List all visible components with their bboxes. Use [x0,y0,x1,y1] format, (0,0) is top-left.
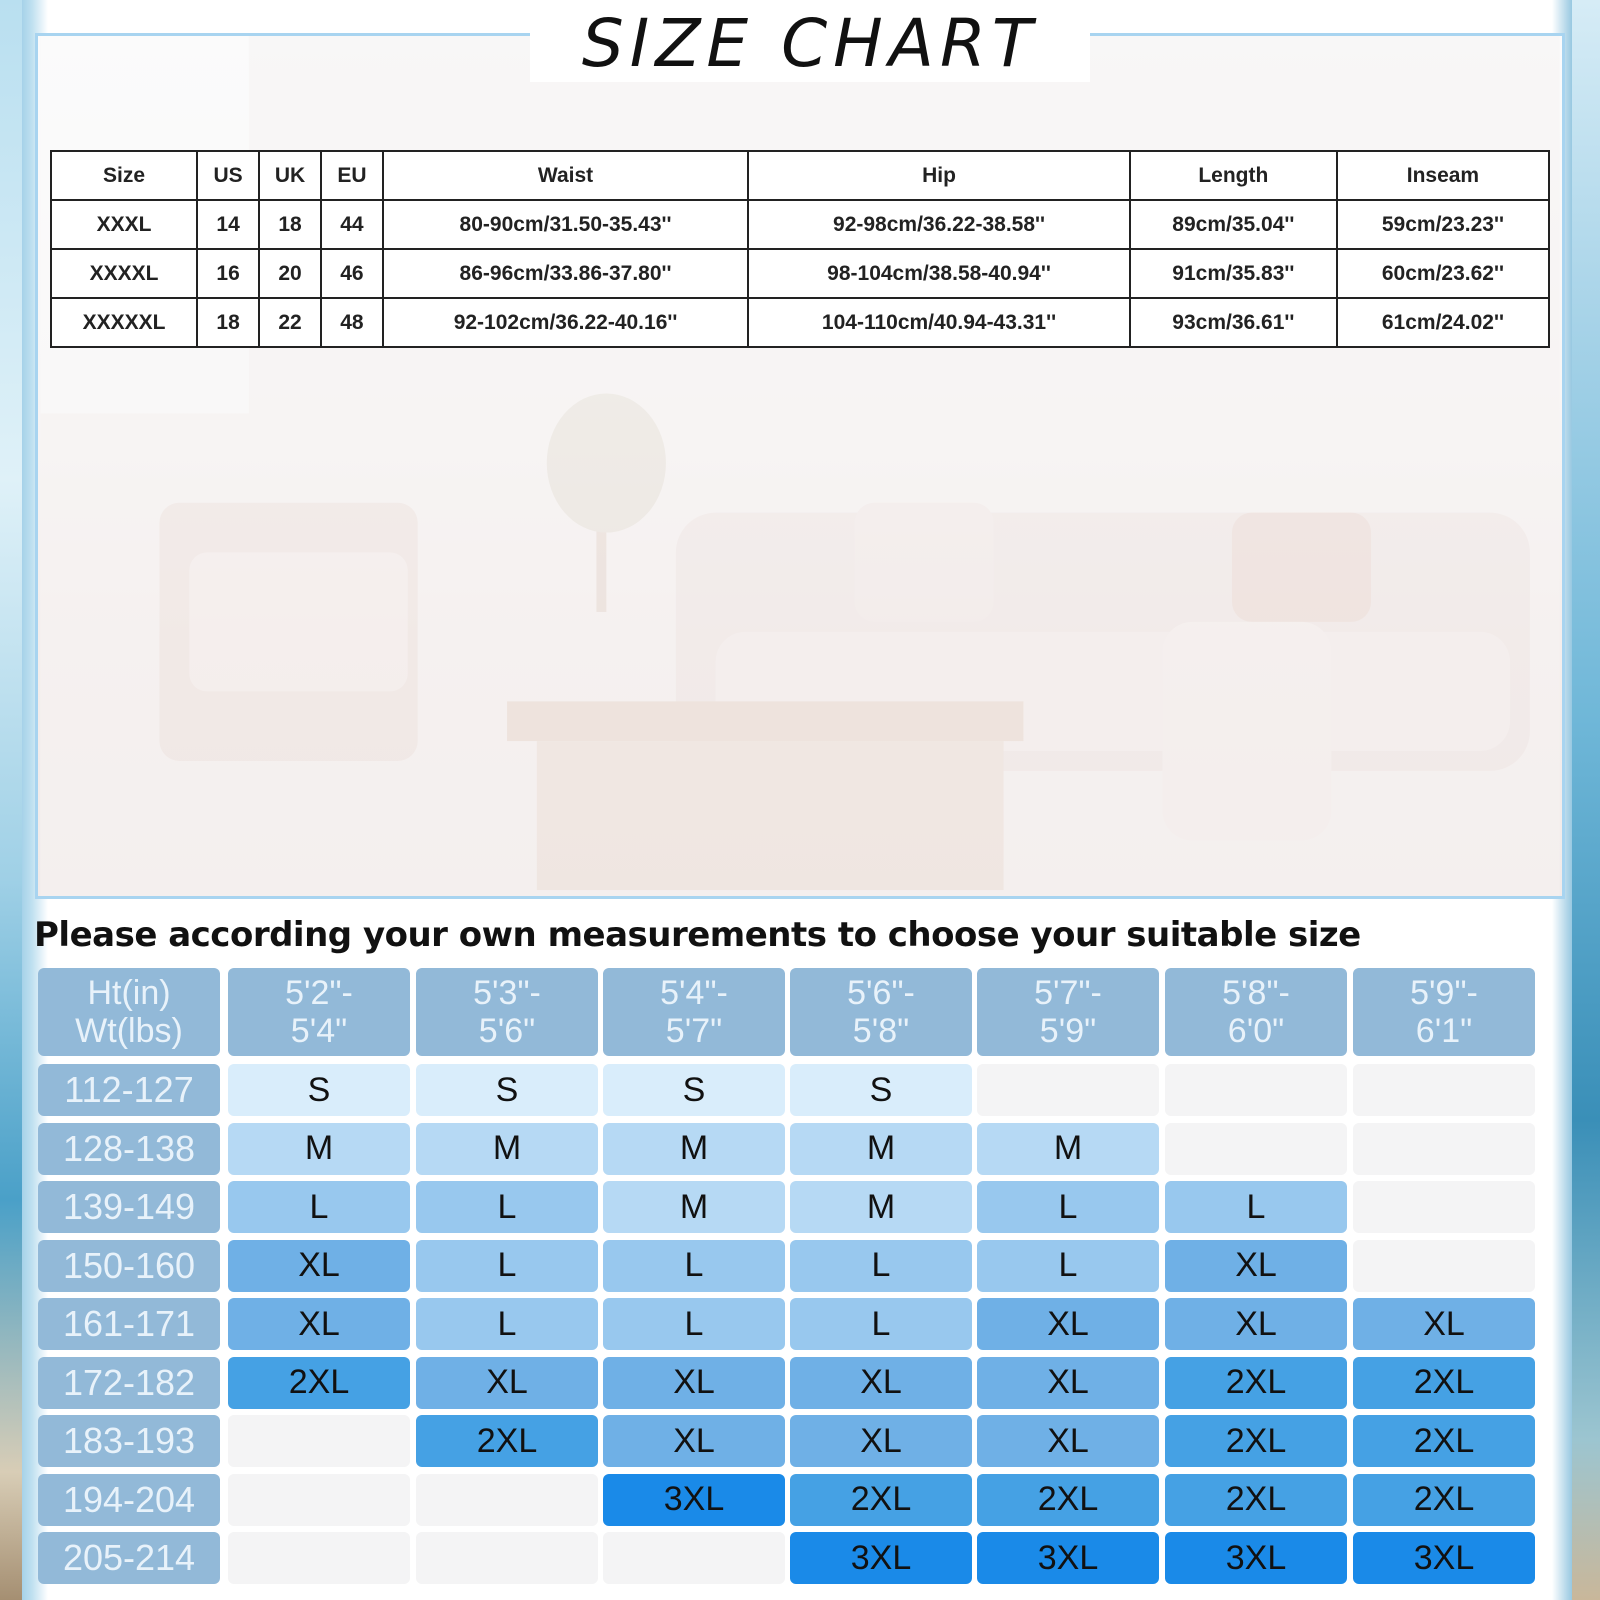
size-cell: M [790,1123,972,1175]
header-line: 5'3"- [473,974,541,1012]
header-line: 5'8"- [1222,974,1290,1012]
cell-waist: 86-96cm/33.86-37.80'' [383,249,748,298]
header-waist: Waist [383,151,748,200]
size-cell: L [416,1240,598,1292]
cell-us: 14 [197,200,259,249]
size-cell: 3XL [1353,1532,1535,1584]
size-cell: M [790,1181,972,1233]
empty-cell [1353,1064,1535,1116]
size-cell: L [416,1298,598,1350]
height-header [416,968,598,1056]
empty-cell [416,1532,598,1584]
weight-row-label: 161-171 [38,1298,220,1350]
size-cell: M [228,1123,410,1175]
height-header [977,968,1159,1056]
header-uk: UK [259,151,321,200]
cell-us: 16 [197,249,259,298]
table-header-row [51,151,1549,200]
header-line: 5'7" [665,1012,723,1050]
header-line: 5'9"- [1410,974,1478,1012]
measurement-table [50,150,1550,348]
size-cell: M [603,1181,785,1233]
size-cell: 3XL [790,1532,972,1584]
cell-length: 91cm/35.83'' [1130,249,1337,298]
empty-cell [1353,1123,1535,1175]
size-cell: L [977,1240,1159,1292]
header-line: 5'4" [290,1012,348,1050]
size-cell: M [977,1123,1159,1175]
empty-cell [228,1415,410,1467]
cell-size: XXXL [51,200,197,249]
header-line: 5'7"- [1034,974,1102,1012]
cell-hip: 92-98cm/36.22-38.58'' [748,200,1130,249]
height-header [1165,968,1347,1056]
cell-length: 89cm/35.04'' [1130,200,1337,249]
size-cell: XL [416,1357,598,1409]
cell-uk: 22 [259,298,321,347]
cell-hip: 104-110cm/40.94-43.31'' [748,298,1130,347]
size-cell: XL [603,1357,785,1409]
size-cell: 2XL [977,1474,1159,1526]
size-cell: XL [790,1357,972,1409]
size-cell: S [790,1064,972,1116]
size-cell: S [228,1064,410,1116]
size-cell: L [228,1181,410,1233]
size-cell: XL [977,1298,1159,1350]
header-eu: EU [321,151,383,200]
size-instruction: Please according your own measurements to choose your suitable size [34,915,1361,955]
corner-header [38,968,220,1056]
header-line: Ht(in) [87,974,171,1012]
right-background-strip [1572,0,1600,1600]
header-line: 6'0" [1227,1012,1285,1050]
weight-row-label: 112-127 [38,1064,220,1116]
empty-cell [416,1474,598,1526]
size-cell: 2XL [1353,1474,1535,1526]
cell-us: 18 [197,298,259,347]
weight-row-label: 139-149 [38,1181,220,1233]
header-line: 5'8" [852,1012,910,1050]
table-row [51,249,1549,298]
cell-hip: 98-104cm/38.58-40.94'' [748,249,1130,298]
size-cell: S [416,1064,598,1116]
header-hip: Hip [748,151,1130,200]
size-cell: 2XL [1165,1474,1347,1526]
height-header [790,968,972,1056]
empty-cell [1353,1240,1535,1292]
size-cell: 2XL [1353,1415,1535,1467]
header-line: 5'2"- [285,974,353,1012]
size-cell: 2XL [1165,1357,1347,1409]
size-cell: XL [1165,1240,1347,1292]
header-line: 5'9" [1039,1012,1097,1050]
size-cell: XL [228,1298,410,1350]
size-cell: S [603,1064,785,1116]
header-size: Size [51,151,197,200]
size-chart-title: SIZE CHART [530,2,1090,82]
cell-uk: 20 [259,249,321,298]
size-cell: 3XL [1165,1532,1347,1584]
table-row [51,298,1549,347]
cell-waist: 80-90cm/31.50-35.43'' [383,200,748,249]
weight-row-label: 205-214 [38,1532,220,1584]
header-length: Length [1130,151,1337,200]
size-cell: 2XL [1165,1415,1347,1467]
cell-eu: 46 [321,249,383,298]
empty-cell [1353,1181,1535,1233]
cell-inseam: 60cm/23.62'' [1337,249,1549,298]
cell-length: 93cm/36.61'' [1130,298,1337,347]
header-line: Wt(lbs) [75,1012,183,1050]
cell-inseam: 59cm/23.23'' [1337,200,1549,249]
size-cell: XL [790,1415,972,1467]
cell-eu: 48 [321,298,383,347]
size-cell: L [1165,1181,1347,1233]
weight-row-label: 172-182 [38,1357,220,1409]
header-line: 6'1" [1415,1012,1473,1050]
header-inseam: Inseam [1337,151,1549,200]
size-cell: L [790,1298,972,1350]
size-cell: XL [977,1357,1159,1409]
cell-size: XXXXL [51,249,197,298]
size-cell: 3XL [977,1532,1159,1584]
weight-row-label: 194-204 [38,1474,220,1526]
size-cell: 2XL [790,1474,972,1526]
size-cell: L [790,1240,972,1292]
size-cell: 2XL [228,1357,410,1409]
size-cell: XL [228,1240,410,1292]
size-cell: M [603,1123,785,1175]
size-cell: L [416,1181,598,1233]
empty-cell [228,1532,410,1584]
size-cell: 2XL [1353,1357,1535,1409]
size-cell: 2XL [416,1415,598,1467]
cell-size: XXXXXL [51,298,197,347]
cell-uk: 18 [259,200,321,249]
weight-row-label: 183-193 [38,1415,220,1467]
empty-cell [228,1474,410,1526]
header-line: 5'6" [478,1012,536,1050]
header-us: US [197,151,259,200]
cell-inseam: 61cm/24.02'' [1337,298,1549,347]
cell-waist: 92-102cm/36.22-40.16'' [383,298,748,347]
height-header [228,968,410,1056]
size-cell: 3XL [603,1474,785,1526]
empty-cell [603,1532,785,1584]
empty-cell [977,1064,1159,1116]
size-cell: L [603,1240,785,1292]
cell-eu: 44 [321,200,383,249]
size-cell: L [603,1298,785,1350]
size-cell: XL [1353,1298,1535,1350]
weight-row-label: 150-160 [38,1240,220,1292]
size-cell: XL [1165,1298,1347,1350]
header-line: 5'6"- [847,974,915,1012]
table-row [51,200,1549,249]
header-line: 5'4"- [660,974,728,1012]
empty-cell [1165,1064,1347,1116]
size-cell: L [977,1181,1159,1233]
height-header [603,968,785,1056]
size-cell: XL [603,1415,785,1467]
size-cell: XL [977,1415,1159,1467]
height-header [1353,968,1535,1056]
empty-cell [1165,1123,1347,1175]
left-background-strip [0,0,22,1600]
size-cell: M [416,1123,598,1175]
weight-row-label: 128-138 [38,1123,220,1175]
